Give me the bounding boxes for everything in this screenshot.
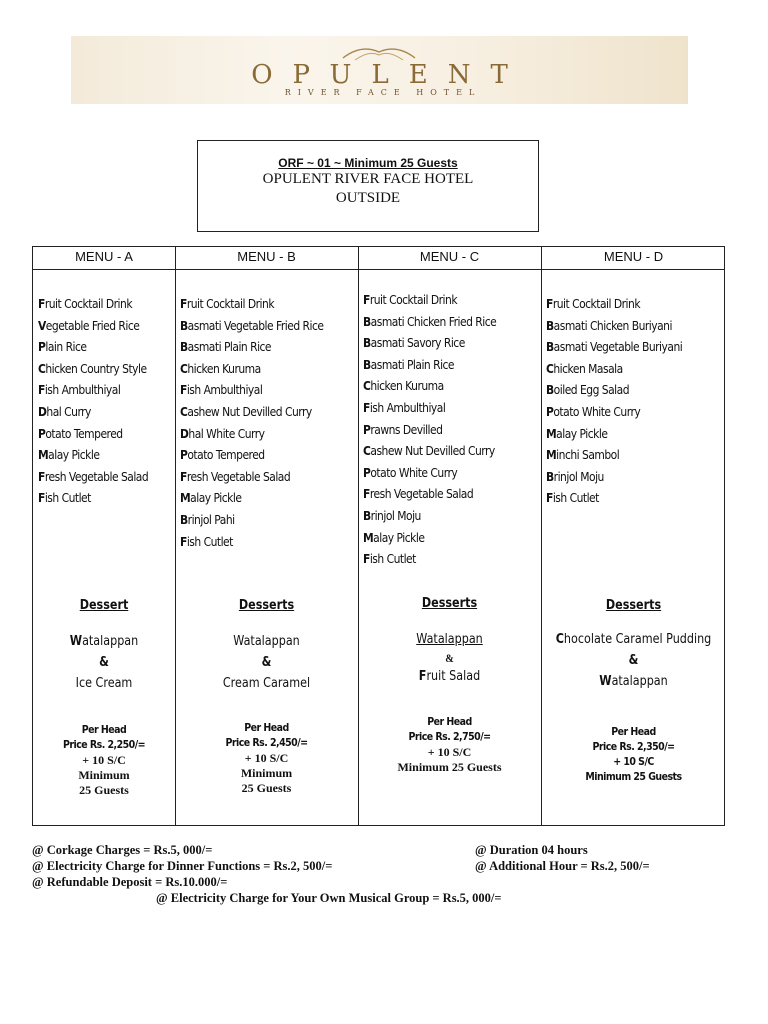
menu-item: Fish Cutlet (546, 490, 599, 506)
dessert-section (175, 597, 358, 694)
menu-item: Fish Ambulthiyal (38, 382, 121, 398)
terms-row (32, 842, 732, 858)
terms-footer (32, 842, 732, 906)
menu-item: Fish Cutlet (38, 490, 91, 506)
price-value: Price Rs. 2,750/= (408, 731, 491, 743)
menu-item: Malay Pickle (180, 490, 242, 506)
menu-title: MENU - C (419, 249, 480, 264)
menu-item: Cashew Nut Devilled Curry (363, 443, 495, 459)
price-block (175, 721, 358, 796)
menu-item: Potato Tempered (38, 425, 123, 441)
menu-item: Fruit Cocktail Drink (363, 292, 458, 307)
minimum-guests: 25 Guests (79, 783, 129, 797)
menu-title: MENU - A (75, 249, 133, 264)
menu-item: Fish Ambulthiyal (180, 382, 263, 398)
dessert-section (541, 597, 726, 692)
electricity-dinner-charge: @ Electricity Charge for Dinner Functions = Rs.2, 500/= (32, 859, 333, 873)
menu-item: Brinjol Pahi (180, 511, 235, 527)
menu-item: Minchi Sambol (546, 447, 620, 463)
menu-item: Fresh Vegetable Salad (180, 468, 291, 484)
dessert-item: Watalappan (416, 632, 483, 647)
menu-item: Fruit Cocktail Drink (180, 296, 275, 311)
menu-item-list (175, 293, 358, 552)
menu-item-list (358, 289, 541, 570)
service-charge: + 10 S/C (82, 753, 126, 767)
dessert-title: Desserts (421, 596, 478, 611)
menu-item: Plain Rice (38, 339, 87, 355)
price-block (33, 723, 175, 798)
menu-item: Malay Pickle (546, 425, 608, 441)
service-charge: + 10 S/C (244, 751, 289, 765)
dessert-section (33, 597, 175, 694)
hotel-title: OPULENT RIVER FACE HOTEL (262, 171, 474, 187)
menu-title: MENU - D (603, 249, 664, 264)
menu-item: Basmati Chicken Fried Rice (363, 313, 497, 329)
terms-row (32, 890, 732, 906)
dessert-title: Desserts (605, 598, 662, 613)
menu-item: Basmati Vegetable Fried Rice (180, 317, 324, 333)
dessert-item: Watalappan (599, 674, 668, 689)
menu-item: Brinjol Moju (363, 507, 421, 523)
dessert-connector: & (628, 653, 639, 668)
dessert-connector: & (445, 651, 454, 665)
menu-item-list (541, 293, 726, 509)
price-block (541, 725, 726, 785)
dessert-title: Desserts (238, 598, 295, 613)
menu-item: Fruit Cocktail Drink (38, 296, 133, 311)
musical-group-charge: @ Electricity Charge for Your Own Musical Group = Rs.5, 000/= (156, 891, 502, 905)
menu-item: Cashew Nut Devilled Curry (180, 403, 312, 419)
price-value: Price Rs. 2,450/= (225, 737, 308, 749)
minimum-guests: Minimum 25 Guests (397, 760, 502, 774)
minimum-guests: Minimum 25 Guests (585, 771, 682, 783)
menu-item: Vegetable Fried Rice (38, 317, 140, 333)
per-head-label: Per Head (427, 716, 472, 728)
menu-column-d (541, 247, 726, 825)
menu-item: Malay Pickle (363, 529, 425, 545)
menu-item: Basmati Chicken Buriyani (546, 317, 672, 333)
corkage-charge: @ Corkage Charges = Rs.5, 000/= (32, 843, 213, 857)
per-head-label: Per Head (244, 722, 289, 734)
minimum-label: Minimum (78, 768, 130, 782)
minimum-guests: 25 Guests (241, 781, 292, 795)
dessert-title: Dessert (79, 598, 129, 613)
minimum-label: Minimum (240, 766, 293, 780)
price-value: Price Rs. 2,350/= (592, 741, 675, 753)
menu-column-a (33, 247, 175, 825)
menu-column-b (175, 247, 358, 825)
menu-item: Boiled Egg Salad (546, 382, 630, 398)
dessert-section (358, 595, 541, 687)
package-code: ORF ~ 01 ~ Minimum 25 Guests (278, 156, 458, 170)
menu-item: Basmati Plain Rice (363, 356, 455, 372)
dessert-item: Cream Caramel (222, 676, 311, 691)
menu-item: Potato White Curry (546, 403, 641, 419)
dessert-connector: & (99, 655, 109, 670)
menu-item: Potato Tempered (180, 447, 265, 463)
menu-item: Basmati Vegetable Buriyani (546, 339, 683, 355)
menu-item: Chicken Country Style (38, 360, 147, 376)
menu-item: Prawns Devilled (363, 421, 443, 437)
logo-emblem-icon (71, 40, 688, 62)
menu-item: Fresh Vegetable Salad (38, 468, 149, 484)
service-charge: + 10 S/C (427, 745, 472, 759)
price-value: Price Rs. 2,250/= (62, 739, 145, 751)
refundable-deposit: @ Refundable Deposit = Rs.10.000/= (32, 875, 228, 889)
service-charge: + 10 S/C (613, 756, 654, 768)
menu-item: Dhal White Curry (180, 425, 265, 441)
menu-item: Fish Cutlet (363, 551, 416, 567)
menu-heading-box (197, 140, 539, 232)
additional-hour-charge: @ Additional Hour = Rs.2, 500/= (475, 859, 650, 873)
menu-item: Chicken Masala (546, 360, 623, 376)
terms-row (32, 874, 732, 890)
dessert-item: Watalappan (69, 634, 139, 649)
terms-row (32, 858, 732, 874)
logo-wordmark: OPULENT (251, 60, 528, 90)
menu-item: Fresh Vegetable Salad (363, 486, 474, 502)
price-block (358, 715, 541, 775)
menu-column-c (358, 247, 541, 825)
logo-tagline: RIVER FACE HOTEL (284, 88, 482, 97)
menu-item-list (33, 293, 175, 509)
menu-item: Fruit Cocktail Drink (546, 296, 641, 311)
venue-subtitle: OUTSIDE (335, 190, 401, 206)
dessert-item: Fruit Salad (418, 669, 481, 684)
menu-item: Basmati Plain Rice (180, 339, 272, 355)
menu-item: Potato White Curry (363, 464, 458, 480)
menu-item: Basmati Savory Rice (363, 335, 465, 351)
hotel-logo-banner (71, 36, 688, 104)
per-head-label: Per Head (611, 726, 656, 738)
dessert-item: Ice Cream (75, 676, 133, 691)
menu-item: Malay Pickle (38, 447, 100, 463)
menu-item: Chicken Kuruma (363, 378, 444, 394)
menu-table (32, 246, 725, 826)
menu-title: MENU - B (237, 249, 296, 264)
dessert-item: Chocolate Caramel Pudding (555, 632, 712, 647)
menu-item: Chicken Kuruma (180, 360, 261, 376)
menu-item: Fish Ambulthiyal (363, 399, 446, 415)
dessert-item: Watalappan (233, 634, 300, 649)
menu-item: Fish Cutlet (180, 533, 233, 549)
duration-note: @ Duration 04 hours (475, 843, 588, 857)
per-head-label: Per Head (81, 724, 127, 736)
menu-item: Dhal Curry (38, 403, 91, 419)
dessert-connector: & (261, 655, 272, 670)
menu-item: Brinjol Moju (546, 468, 604, 484)
